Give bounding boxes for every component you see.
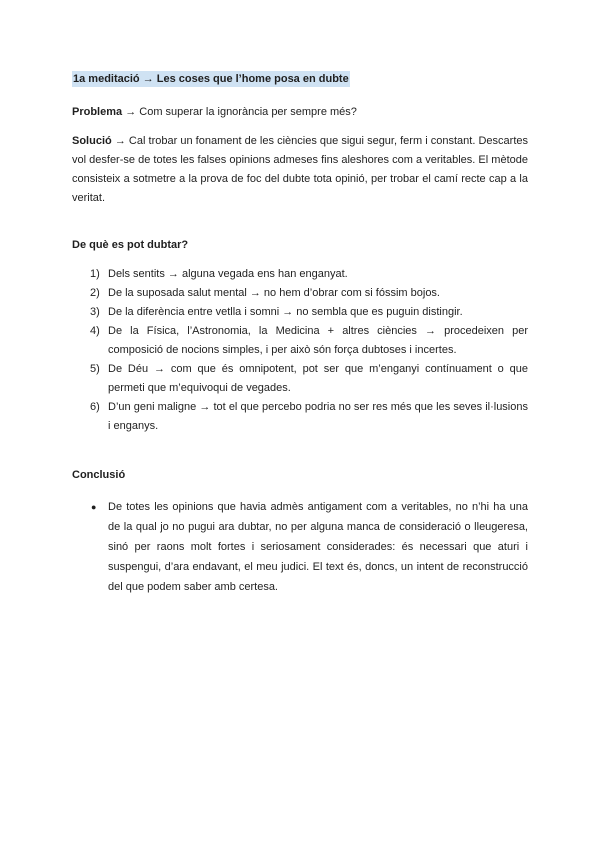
list-item <box>72 497 528 597</box>
list-item-text: D’un geni maligne → tot el que percebo podria no ser res més que les seves il·lusions i enganys. <box>108 401 528 432</box>
list-item <box>72 303 528 322</box>
conclusion-list <box>72 497 528 597</box>
list-item-number: 6) <box>90 401 100 413</box>
doubt-list <box>72 265 528 436</box>
solution-paragraph <box>72 132 528 208</box>
list-item-number: 2) <box>90 287 100 299</box>
solution-text: → Cal trobar un fonament de les ciències que sigui segur, ferm i constant. Descartes vol desfer-se de totes les falses opinions admeses fins aleshores com a veritables. El mètode consisteix a sotmetre a la prova de foc del dubte tota opinió, per trobar el camí recte cap a la veritat. <box>72 135 528 204</box>
list-item <box>72 398 528 436</box>
list-item-text: De la diferència entre vetlla i somni → no sembla que es puguin distingir. <box>108 306 463 318</box>
list-item-number: 4) <box>90 325 100 337</box>
document-heading: 1a meditació → Les coses que l’home posa en dubte <box>73 73 349 85</box>
list-item-text: Dels sentits → alguna vegada ens han enganyat. <box>108 268 348 280</box>
list-item-text: De Déu → com que és omnipotent, pot ser que m’enganyi contínuament o que permeti que m’equivoqui de vegades. <box>108 363 528 394</box>
list-item <box>72 265 528 284</box>
heading-row <box>72 70 528 89</box>
conclusion-text: De totes les opinions que havia admès antigament com a veritables, no n’hi ha una de la qual jo no pugui ara dubtar, no per alguna manca de consideració o lleugeresa, sinó per raons molt fortes i seriosament considerades: és necessari que aturi i suspengui, d’ara endavant, el meu judici. El text és, doncs, un intent de reconstrucció del que podem saber amb certesa. <box>108 501 528 593</box>
list-item <box>72 322 528 360</box>
list-item <box>72 360 528 398</box>
list-item-number: 1) <box>90 268 100 280</box>
document-page <box>72 70 528 597</box>
list-item-number: 3) <box>90 306 100 318</box>
solution-label: Solució <box>72 135 112 147</box>
bullet-icon: ● <box>91 502 97 512</box>
list-item-text: De la Física, l’Astronomia, la Medicina + altres ciències → procedeixen per composició de nocions simples, i per això són força dubtoses i incertes. <box>108 325 528 356</box>
list-item <box>72 284 528 303</box>
list-item-number: 5) <box>90 363 100 375</box>
problem-label: Problema <box>72 106 123 118</box>
list-item-text: De la suposada salut mental → no hem d’obrar com si fóssim bojos. <box>108 287 440 299</box>
conclusion-title: Conclusió <box>72 469 126 481</box>
doubt-section-title: De què es pot dubtar? <box>72 239 189 251</box>
problem-paragraph <box>72 103 528 122</box>
problem-text: → Com superar la ignorància per sempre més? <box>122 106 357 118</box>
